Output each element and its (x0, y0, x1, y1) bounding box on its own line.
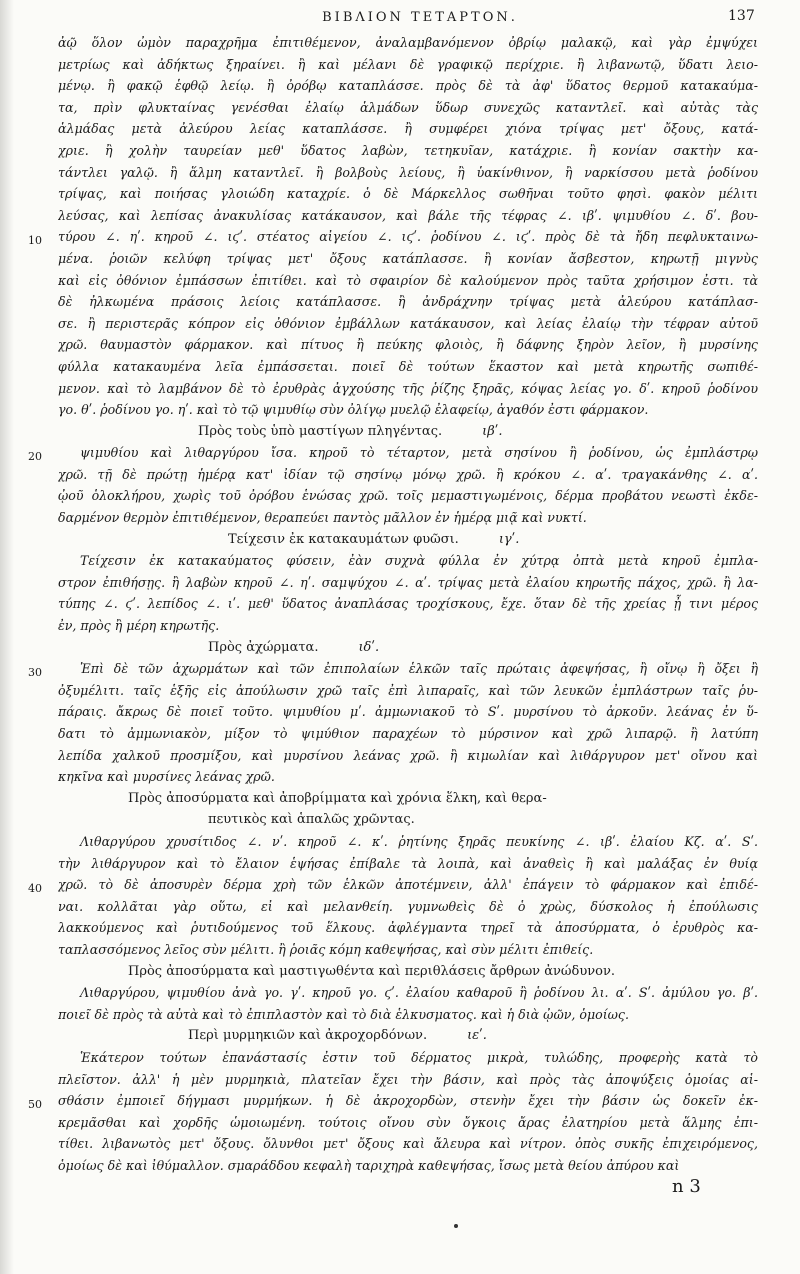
text-line: ταπλασσόμενος λεῖος σὺν μέλιτι. ἢ ῥοιᾶς κόμη καθεψήσας, καὶ σὺν μέλιτι ἐπιθείς. (58, 941, 594, 957)
text-line: κηκῖνα καὶ μυρσίνες λεάνας χρῶ. (58, 769, 275, 785)
text-line: Ἑκάτερον τούτων ἐπανάστασίς ἐστιν τοῦ δέρματος μικρὰ, τυλώδης, προφερὴς κατὰ τὸ (80, 1049, 758, 1065)
text-line: Λιθαργύρου χρυσίτιδος ∠. νʹ. κηροῦ ∠. κʹ. ῥητίνης ξηρᾶς πευκίνης ∠. ιβʹ. ἐλαίου Κζ. αʹ. Sʹ. (80, 833, 758, 849)
text-line: χρῶ. θαυμαστὸν φάρμακον. καὶ πίτυος ἢ πεύκης φλοιὸς, ἢ δάφνης ξηρὸν λεῖον, ἢ μυρσίνης (58, 337, 758, 353)
section-heading (58, 788, 758, 810)
text-line: τύρου ∠. ηʹ. κηροῦ ∠. ιϛʹ. στέατος αἰγείου ∠. ιϛʹ. ῥοδίνου ∠. ιϛʹ. πρὸς δὲ τὰ ἤδη πεφλυκταινω- (58, 229, 758, 245)
section-heading-title: Πρὸς τοὺς ὑπὸ μαστίγων πληγέντας. (198, 423, 443, 439)
text-line: μένα. ῥοιῶν κελύφη τρίψας μετ' ὄξους κατάπλασσε. ἢ κονίαν ἄσβεστον, κηρωτῇ μιγνὺς (58, 250, 758, 266)
text-line: στρον ἐπιθήσῃς. ἢ λαβὼν κηροῦ ∠. ηʹ. σαμψύχου ∠. αʹ. τρίψας μετὰ ἐλαίου κηρωτῆς πάχος, χρῶ. ἢ λα- (58, 574, 758, 590)
section-heading-number: ιβʹ. (482, 423, 503, 439)
text-line: τὴν λιθάργυρον καὶ τὸ ἔλαιον ἑψήσας ἐπίβαλε τὰ λοιπὰ, καὶ ἀναθεὶς ἢ καὶ μαλάξας ἐν θυίᾳ (58, 855, 758, 871)
text-line: μενον. καὶ τὸ λαμβάνον δὲ τὸ ἐρυθρὰς ἀγχούσης τῆς ῥίζης ξηρᾶς, κόψας λείας γο. δʹ. κηροῦ ῥοδίνου (58, 380, 758, 396)
text-line: μετρίως καὶ ἀδήκτως ξηραίνει. ἢ καὶ μέλανι δὲ γραφικῷ περίχριε. ἢ λιβανωτῷ, ὕδατι λειο- (58, 56, 758, 72)
text-line: Λιθαργύρου, ψιμυθίου ἀνὰ γο. γʹ. κηροῦ γο. ϛʹ. ἐλαίου καθαροῦ ἢ ῥοδίνου λι. αʹ. Sʹ. ἀμύλου γο. βʹ. (80, 985, 758, 1001)
text-line: ὀξυμέλιτι. ταῖς ἑξῆς εἰς ἀπούλωσιν χρῶ ταῖς ἐπὶ λιπαραῖς, καὶ τῶν λευκῶν ἐμπλάστρων ταῖς ῥυ- (58, 682, 758, 698)
text-line: σε. ἢ περιστερᾶς κόπρον εἰς ὀθόνιον ἐμβάλλων κατάκαυσον, καὶ λείας ἐλαίῳ τὴν τέφραν αὐτοῦ (58, 315, 758, 331)
text-line: δὲ ἠλκωμένα πράσοις λείοις κατάπλασσε. ἢ ἀνδράχνην τρίψας μετὰ ἀλεύρου κατάπλασ- (58, 294, 758, 310)
section-heading (58, 961, 758, 983)
section-heading-title: Περὶ μυρμηκιῶν καὶ ἀκροχορδόνων. (188, 1028, 428, 1044)
text-line: καὶ εἰς ὀθόνιον ἐμπάσσων ἐπιτίθει. καὶ τὸ σφαιρίον δὲ καλούμενον πρὸς ταῦτα χρήσιμον ἐστι. τὰ (58, 272, 758, 288)
text-line: χριε. ἢ χολὴν ταυρείαν μεθ' ὕδατος λαβὼν, τετηκυῖαν, κατάχριε. ἢ κονίαν σακτὴν κα- (58, 142, 758, 158)
main-text-block (58, 32, 758, 1176)
section-heading-number: ιεʹ. (467, 1028, 487, 1044)
text-line: τύπης ∠. ϛʹ. λεπίδος ∠. ιʹ. μεθ' ὕδατος ἀναπλάσας τροχίσκους, ἔχε. ὅταν δὲ τῆς χρείας ᾖ τινι μέρος (58, 596, 758, 612)
text-line: φύλλα κατακαυμένα λεῖα ἐμπάσσεται. ποιεῖ δὲ τούτων ἕκαστον καὶ μετὰ κηρωτῆς σωπιθέ- (58, 358, 758, 374)
text-line: χρῶ. τὸ δὲ ἀποσυρὲν δέρμα χρὴ τῶν ἑλκῶν ἀποτέμνειν, ἀλλ' ἐπάγειν τὸ φάρμακον καὶ ἐπιδέ- (58, 877, 758, 893)
text-line: τάντλει γαλῷ. ἢ ἅλμη καταντλεῖ. ἢ βολβοὺς λείους, ἢ ὑακίνθινον, ἢ ναρκίσσου μετὰ ῥοδίνου (58, 164, 758, 180)
text-line: κρεμᾶσθαι καὶ χορδῆς ὡμοιωμένη. τούτοις οἴνου σὺν ὄγκοις ἄρας ἐλατηρίου μετὰ ἅλμης ἐπι- (58, 1114, 758, 1130)
section-heading-title: πευτικὸς καὶ ἁπαλῶς χρῶντας. (208, 812, 415, 828)
text-line: ἀῷ ὅλον ὠμὸν παραχρῆμα ἐπιτιθέμενον, ἀναλαμβανόμενον ὀβρίῳ μαλακῷ, καὶ γὰρ ἐμψύχει (58, 35, 758, 50)
section-heading-number: ιδʹ. (358, 639, 380, 655)
section-heading (58, 1025, 758, 1047)
text-line: ὁμοίως δὲ καὶ ἰθύμαλλον. σμαράδδου κεφαλὴ ταριχηρὰ καθεψήσας, ἴσως μετὰ θείου ἀπύρου καὶ (58, 1157, 680, 1173)
text-line: μένῳ. ἢ φακῷ ἑφθῷ λείῳ. ἢ ὀρόβῳ καταπλάσσε. πρὸς δὲ τὰ ἀφ' ὕδατος θερμοῦ κατακαύμα- (58, 78, 758, 94)
section-heading (58, 637, 758, 659)
margin-line-number: 50 (28, 1098, 42, 1111)
margin-line-number: 10 (28, 234, 42, 247)
ink-dot (454, 1224, 458, 1228)
text-line: δατι τὸ ἀμμωνιακὸν, μίξον τὸ ψιμύθιον παραχέων τὸ μύρσινον καὶ χρῶ λιπαρῷ. ἢ λατύπη (58, 726, 758, 741)
text-line: ψιμυθίου καὶ λιθαργύρου ἴσα. κηροῦ τὸ τέταρτον, μετὰ σησίνου ἢ ῥοδίνου, ὡς ἐμπλάστρῳ (80, 445, 758, 461)
text-line: Τείχεσιν ἐκ κατακαύματος φύσειν, ἐὰν συχνὰ φύλλα ἐν χύτρᾳ ὀπτὰ μετὰ κηροῦ ἐμπλα- (80, 553, 758, 569)
margin-line-number: 30 (28, 666, 42, 679)
text-line: χρῶ. τῇ δὲ πρώτῃ ἡμέρᾳ κατ' ἰδίαν τῷ σησίνῳ μόνῳ χρῶ. ἢ κρόκου ∠. αʹ. τραγακάνθης ∠. αʹ. (58, 466, 758, 482)
text-line: γο. θʹ. ῥοδίνου γο. ηʹ. καὶ τὸ τῷ ψιμυθίῳ σὺν ὀλίγῳ μυελῷ ἐλαφείῳ, ἀγαθόν ἐστι φάρμακον. (58, 402, 649, 418)
section-heading-number: ιγʹ. (498, 531, 520, 547)
text-line: σθάσιν ἐμποιεῖ δήγμασι μυρμήκων. ἡ δὲ ἀκροχορδὼν, στενὴν ἔχει τὴν βάσιν ὡς δοκεῖν ἐκ- (58, 1093, 758, 1109)
text-line: ἁλμάδας μετὰ ἀλεύρου λείας καταπλάσσε. ἢ συμφέρει χιόνα τρίψας μετ' ὄξους, κατά- (58, 121, 758, 137)
section-heading-title: Πρὸς ἀποσύρματα καὶ μαστιγωθέντα καὶ περιθλάσεις ἄρθρων ἀνώδυνον. (128, 963, 615, 979)
section-heading-title: Τείχεσιν ἐκ κατακαυμάτων φυῶσι. (228, 531, 459, 547)
text-line: λεύσας, καὶ λεπίσας ἀνακυλίσας κατάκαυσον, καὶ βάλε τῆς τέφρας ∠. ιβʹ. ψιμυθίου ∠. δʹ. βου- (58, 207, 758, 223)
text-line: πάραις. ἄκρως δὲ ποιεῖ τοῦτο. ψιμυθίου μʹ. ἀμμωνιακοῦ τὸ Sʹ. μυρσίνου τὸ ἀρκοῦν. λεάνας ἐν ὕ- (58, 704, 758, 720)
printer-signature: n 3 (672, 1176, 701, 1197)
margin-line-number: 40 (28, 882, 42, 895)
page-number: 137 (728, 8, 755, 24)
section-heading-title: Πρὸς ἀποσύρματα καὶ ἀποβρίμματα καὶ χρόνια ἕλκη, καὶ θερα- (128, 790, 547, 806)
text-line: λακκούμενος καὶ ῥυτιδούμενος τοῦ ἕλκους. ἀφλέγμαντα τηρεῖ τὰ ἀποσύρματα, ὁ ἐρυθρὸς κα- (58, 920, 758, 936)
text-line: δαρμένον θερμὸν ἐπιτιθέμενον, θεραπεύει παντὸς μᾶλλον ἐν ἡμέρᾳ μιᾷ καὶ νυκτί. (58, 510, 587, 526)
text-line: ποιεῖ δὲ πρὸς τὰ αὐτὰ καὶ τὸ ἐπιπλαστὸν καὶ τὸ διὰ ἑλκυσματος. καὶ ἡ διὰ ᾠῶν, ὁμοίως. (58, 1006, 629, 1022)
section-heading (58, 809, 758, 831)
running-head: ΒΙΒΛΙΟΝ ΤΕΤΑΡΤΟΝ. (322, 10, 518, 25)
text-line: Ἐπὶ δὲ τῶν ἀχωρμάτων καὶ τῶν ἐπιπολαίων ἑλκῶν ταῖς πρώταις ἀφεψήσας, ἢ οἴνῳ ἢ ὄξει ἢ (80, 661, 758, 677)
text-line: τα, πρὶν φλυκταίνας γενέσθαι ἐλαίῳ ἁλμάδων ὕδωρ συνεχῶς καταντλεῖ. καὶ αὐτὰς τὰς (58, 99, 758, 115)
text-line: λεπίδα χαλκοῦ προσμίξου, καὶ μυρσίνου λεάνας χρῶ. ἢ κιμωλίαν καὶ λιθάργυρον μετ' οἴνου καὶ (58, 747, 758, 763)
margin-line-number: 20 (28, 450, 42, 463)
text-line: ἐν, πρὸς ἢ μέρη κηρωτῆς. (58, 618, 220, 634)
text-line: ᾠοῦ ὁλοκλήρου, χωρὶς τοῦ ὀρόβου ἑνώσας χρῶ. τοῖς μεμαστιγωμένοις, δέρμα προβάτου νεωστὶ ἐκδε- (58, 488, 758, 504)
text-line: τρίψας, καὶ ποιήσας γλοιώδη καταχρίε. ὁ δὲ Μάρκελλος σωθῆναι τοῦτο φησὶ. φακὸν μέλιτι (58, 186, 758, 202)
section-heading-title: Πρὸς ἀχώρματα. (208, 639, 319, 655)
text-line: ναι. κολλᾶται γὰρ οὕτω, εἰ καὶ μελανθείη. γυμνωθεὶς δὲ ὁ χρὼς, δύσκολος ἡ ἐπούλωσις (58, 898, 758, 914)
section-heading (58, 529, 758, 551)
section-heading (58, 421, 758, 443)
text-line: πλεῖστον. ἀλλ' ἡ μὲν μυρμηκιὰ, πλατεῖαν ἔχει τὴν βάσιν, καὶ πρὸς τὰς ἀποψύξεις ὁμοίας αἱ- (58, 1071, 758, 1087)
page-gutter (0, 0, 14, 1274)
text-line: τίθει. λιβανωτὸς μετ' ὄξους. ὄλυνθοι μετ' ὄξους καὶ ἄλευρα καὶ νίτρον. ὀπὸς συκῆς ἐπιχειρόμενος, (58, 1136, 758, 1152)
